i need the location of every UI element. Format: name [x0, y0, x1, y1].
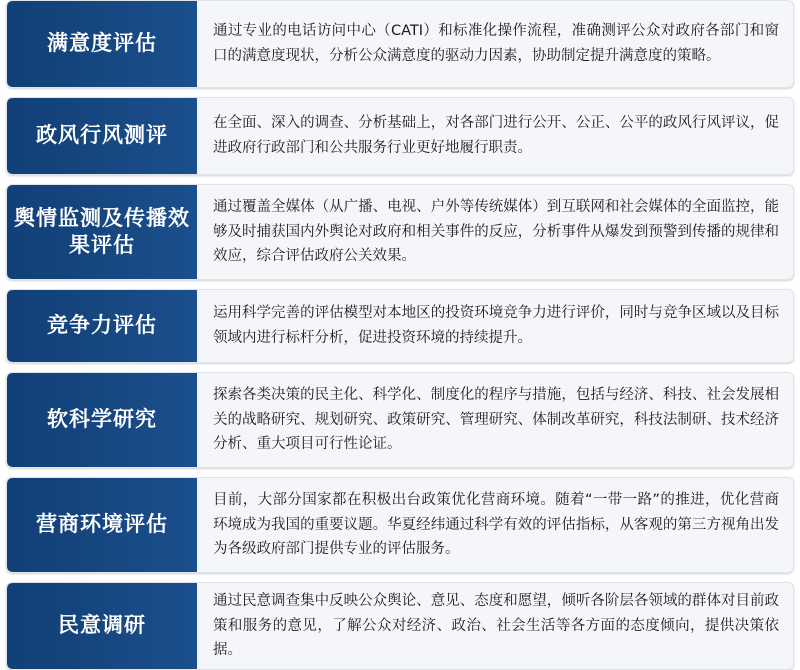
item-description-text: 探索各类决策的民主化、科学化、制度化的程序与措施，包括与经济、科技、社会发展相关的战略研究、规划研究、政策研究、管理研究、体制改革研究，科技法制研、技术经济分析、重大项目可行性论证。 [213, 386, 779, 453]
item-label-public-opinion-monitoring [7, 185, 197, 279]
item-description-container [197, 98, 793, 174]
item-description-container [197, 373, 793, 467]
item-label-text: 民意调研 [58, 613, 146, 638]
item-description-container [197, 1, 793, 87]
item-label-business-environment [7, 478, 197, 572]
item-description-container [197, 185, 793, 279]
item-label-text: 满意度评估 [47, 31, 157, 56]
item-description-text: 目前，大部分国家都在积极出台政策优化营商环境。随着“一带一路”的推进，优化营商环境成为我国的重要议题。华夏经纬通过科学有效的评估指标，从客观的第三方视角出发为各级政府部门提供专业的评估服务。 [213, 491, 779, 558]
item-label-text: 舆情监测及传播效果评估 [14, 205, 190, 257]
item-description-text: 通过专业的电话访问中心（CATI）和标准化操作流程，准确测评公众对政府各部门和窗口的满意度现状，分析公众满意度的驱动力因素，协助制定提升满意度的策略。 [213, 23, 779, 64]
item-label-text: 软科学研究 [47, 407, 157, 432]
item-label-text: 营商环境评估 [36, 512, 168, 537]
list-item [6, 184, 794, 280]
item-description-text: 运用科学完善的评估模型对本地区的投资环境竞争力进行评价，同时与竞争区域以及目标领域内进行标杆分析，促进投资环境的持续提升。 [213, 305, 779, 346]
item-label-text: 竞争力评估 [47, 313, 157, 338]
item-description-container [197, 583, 793, 669]
item-label-public-opinion-survey [7, 583, 197, 669]
list-item [6, 582, 794, 670]
item-description-text: 在全面、深入的调查、分析基础上，对各部门进行公开、公正、公平的政风行风评议，促进政府行政部门和公共服务行业更好地履行职责。 [213, 115, 779, 156]
list-item [6, 97, 794, 175]
item-label-satisfaction [7, 1, 197, 87]
item-description-text: 通过民意调查集中反映公众舆论、意见、态度和愿望，倾听各阶层各领域的群体对目前政策和服务的意见，了解公众对经济、政治、社会生活等各方面的态度倾向，提供决策依据。 [213, 592, 779, 659]
list-item [6, 0, 794, 88]
item-label-text: 政风行风测评 [36, 123, 168, 148]
list-item [6, 477, 794, 573]
list-item [6, 372, 794, 468]
item-label-government-conduct [7, 98, 197, 174]
item-description-container [197, 290, 793, 362]
item-label-competitiveness [7, 290, 197, 362]
item-label-soft-science-research [7, 373, 197, 467]
item-description-text: 通过覆盖全媒体（从广播、电视、户外等传统媒体）到互联网和社会媒体的全面监控，能够及时捕获国内外舆论对政府和相关事件的反应，分析事件从爆发到预警到传播的规律和效应，综合评估政府公关效果。 [213, 198, 779, 265]
list-item [6, 289, 794, 363]
item-description-container [197, 478, 793, 572]
